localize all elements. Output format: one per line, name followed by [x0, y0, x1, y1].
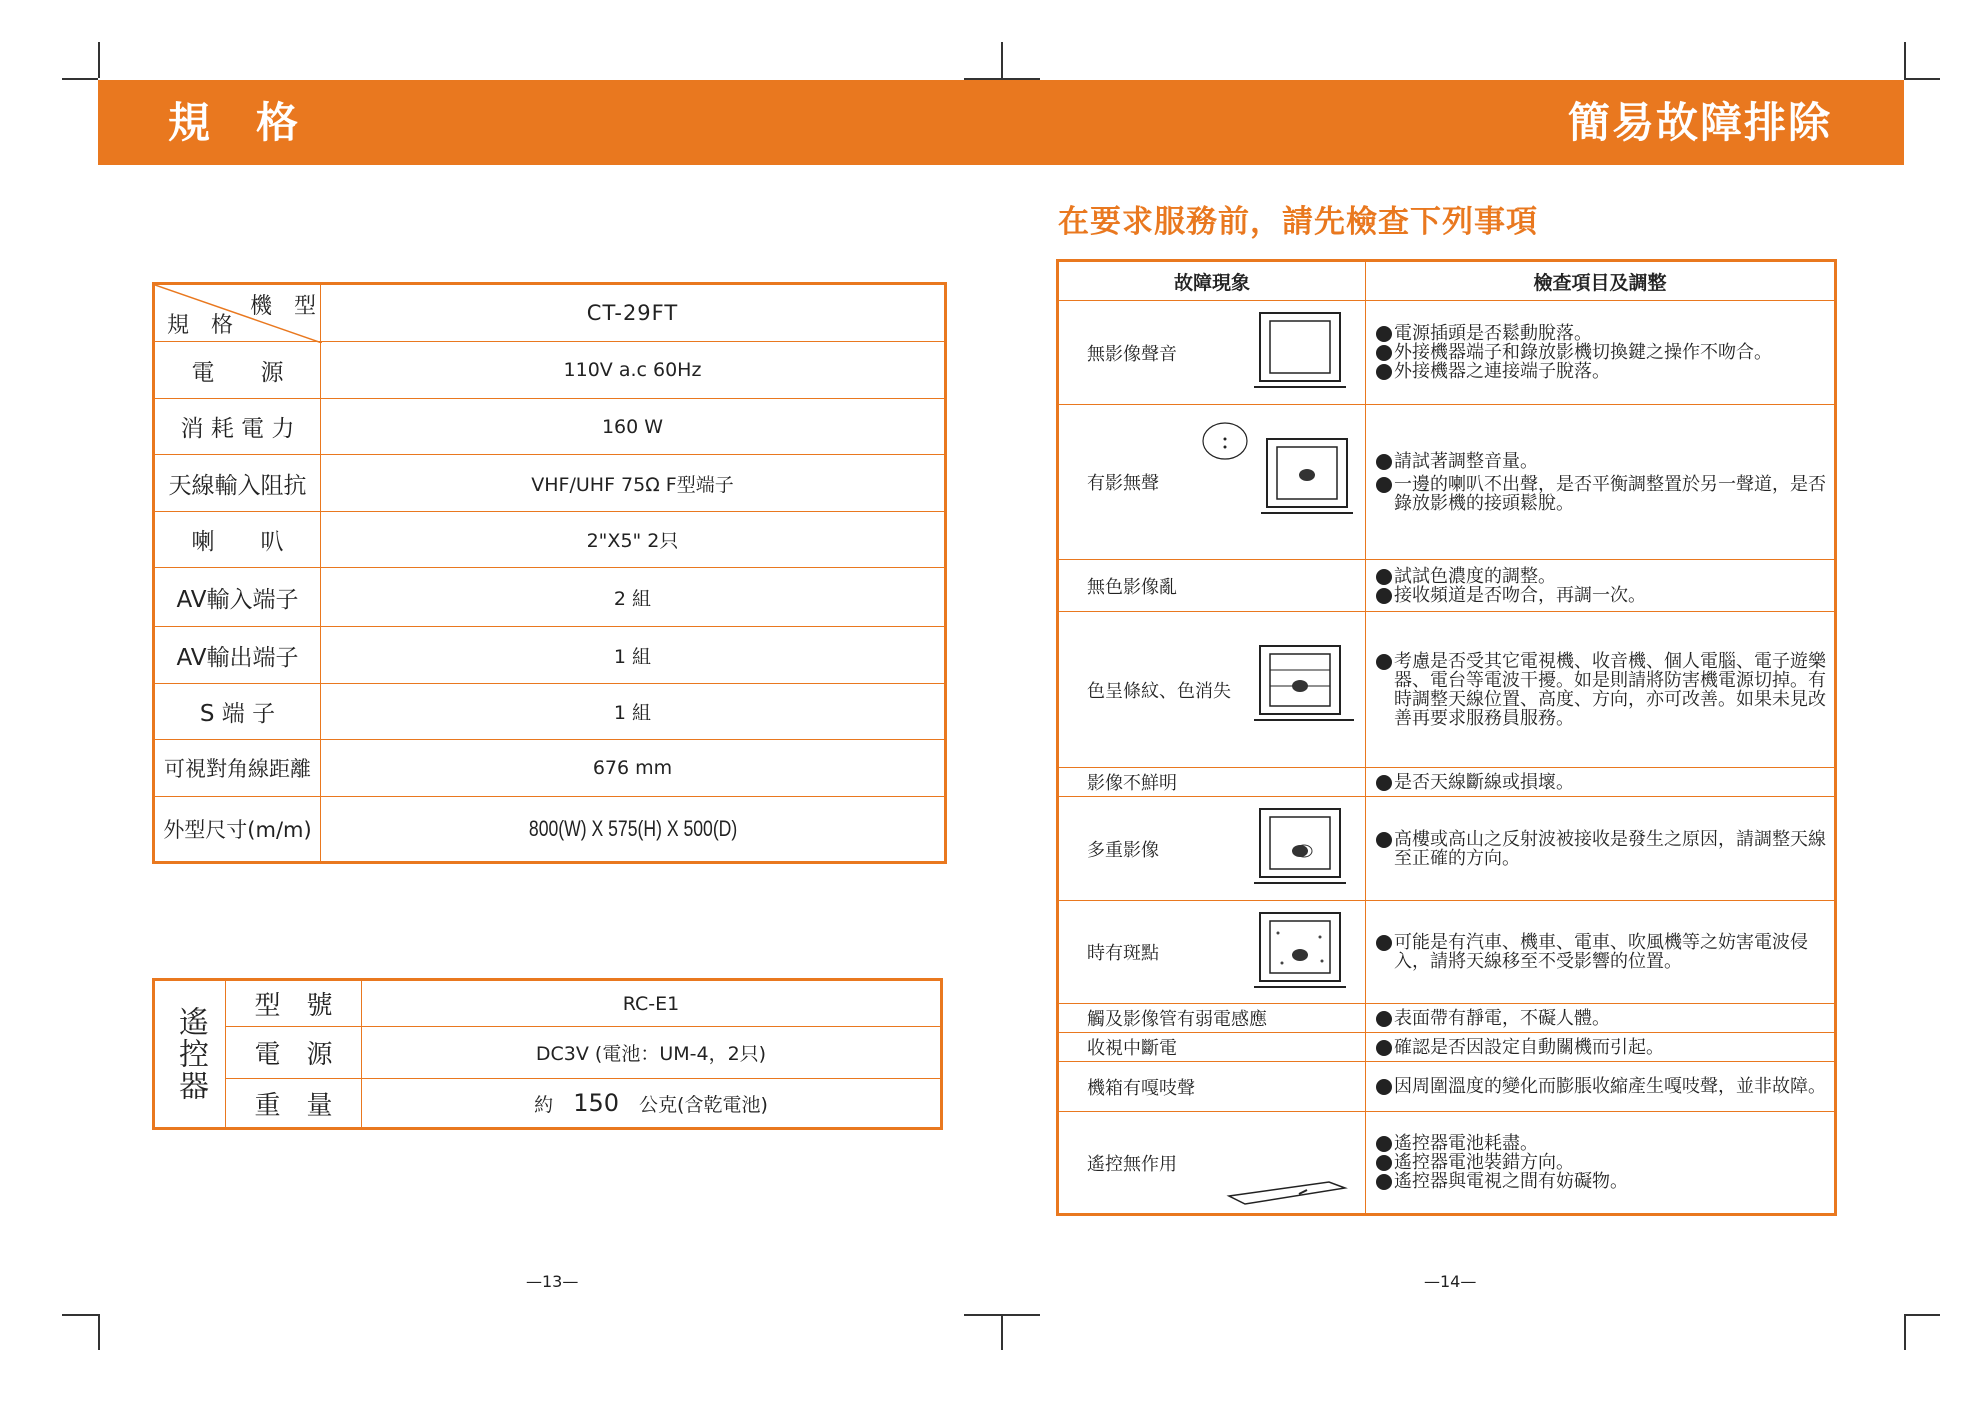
crop-mark [1904, 78, 1940, 80]
crop-mark [98, 42, 100, 78]
check-item: 高樓或高山之反射波被接收是發生之原因，請調整天線至正確的方向。 [1376, 830, 1834, 868]
remote-label: 型 號 [226, 980, 362, 1027]
symptom-label: 收視中斷電 [1087, 1038, 1177, 1059]
check-item: 外接機器端子和錄放影機切換鍵之操作不吻合。 [1376, 343, 1834, 362]
symptom-cell [1058, 1004, 1366, 1033]
symptom-label: 觸及影像管有弱電感應 [1087, 1009, 1267, 1030]
check-item: 電源插頭是否鬆動脫落。 [1376, 324, 1834, 343]
check-cell [1366, 901, 1836, 1004]
tv-blank-icon [1254, 311, 1346, 393]
check-cell [1366, 301, 1836, 405]
spec-corner-top: 機 型 [249, 294, 316, 319]
weight-prefix: 約 [534, 1094, 554, 1116]
check-cell [1366, 1033, 1836, 1062]
spec-value: 160 W [321, 399, 946, 455]
spec-label: 喇 叭 [154, 512, 321, 568]
symptom-label: 有影無聲 [1087, 473, 1159, 494]
symptom-label: 時有斑點 [1087, 943, 1159, 964]
symptom-label: 無影像聲音 [1087, 343, 1177, 365]
crop-mark [98, 1314, 100, 1350]
weight-number: 150 [573, 1089, 619, 1117]
remote-table [152, 978, 943, 1130]
check-item: 一邊的喇叭不出聲，是否平衡調整置於另一聲道，是否錄放影機的接頭鬆脫。 [1376, 475, 1834, 513]
symptom-cell [1058, 768, 1366, 797]
symptom-cell [1058, 405, 1366, 560]
check-item: 試試色濃度的調整。 [1376, 567, 1834, 586]
tv-face-speech-icon [1199, 417, 1359, 527]
spec-value: VHF/UHF 75Ω F型端子 [321, 455, 946, 512]
symptom-cell [1058, 1112, 1366, 1215]
tv-spots-icon [1254, 911, 1346, 993]
remote-label: 電 源 [226, 1027, 362, 1079]
col-check-header: 檢查項目及調整 [1366, 261, 1836, 301]
symptom-label: 多重影像 [1087, 839, 1159, 861]
spec-label: AV輸入端子 [154, 568, 321, 627]
symptom-label: 色呈條紋、色消失 [1087, 680, 1231, 702]
crop-mark [1001, 42, 1003, 78]
crop-mark [1904, 1314, 1906, 1350]
remote-group-label: 遙控器 [154, 980, 226, 1129]
page-number-right: —14— [1424, 1272, 1477, 1291]
right-page-title: 簡易故障排除 [1567, 98, 1832, 147]
remote-value: RC-E1 [362, 980, 942, 1027]
symptom-label: 機箱有嘎吱聲 [1087, 1077, 1195, 1099]
section-subtitle: 在要求服務前，請先檢查下列事項 [1058, 204, 1538, 240]
remote-sleeping-icon [1219, 1120, 1349, 1210]
check-item: 接收頻道是否吻合，再調一次。 [1376, 586, 1834, 605]
col-symptom-header: 故障現象 [1058, 261, 1366, 301]
spec-corner-bottom: 規 格 [167, 313, 234, 338]
spec-label: S 端 子 [154, 684, 321, 740]
check-item: 表面帶有靜電，不礙人體。 [1376, 1009, 1834, 1028]
spec-value: 1 組 [321, 684, 946, 740]
symptom-cell [1058, 1033, 1366, 1062]
spec-value: 676 mm [321, 740, 946, 797]
symptom-cell [1058, 560, 1366, 612]
spec-value: 1 組 [321, 627, 946, 684]
symptom-label: 遙控無作用 [1087, 1153, 1177, 1175]
spec-value: 110V a.c 60Hz [321, 342, 946, 399]
spec-label: 天線輸入阻抗 [154, 455, 321, 512]
crop-mark [1904, 42, 1906, 78]
weight-suffix: 公克(含乾電池) [639, 1094, 768, 1116]
symptom-cell [1058, 901, 1366, 1004]
crop-mark [62, 78, 98, 80]
tv-striped-icon [1254, 644, 1354, 734]
check-item: 可能是有汽車、機車、電車、吹風機等之妨害電波侵入，請將天線移至不受影響的位置。 [1376, 933, 1834, 971]
spec-value: 800(W) X 575(H) X 500(D) [383, 797, 883, 863]
check-cell [1366, 1062, 1836, 1112]
check-item: 外接機器之連接端子脫落。 [1376, 362, 1834, 381]
check-cell [1366, 560, 1836, 612]
check-item: 請試著調整音量。 [1376, 452, 1834, 471]
page-number-left: —13— [526, 1272, 579, 1291]
tv-ghost-icon [1254, 807, 1346, 889]
remote-value: DC3V (電池：UM-4，2只) [362, 1027, 942, 1079]
remote-weight-value [362, 1079, 942, 1129]
crop-mark [1904, 1314, 1940, 1316]
spec-model: CT-29FT [321, 284, 946, 342]
symptom-cell [1058, 797, 1366, 901]
check-cell [1366, 797, 1836, 901]
check-cell [1366, 612, 1836, 768]
check-item: 是否天線斷線或損壞。 [1376, 773, 1834, 792]
symptom-cell [1058, 612, 1366, 768]
crop-mark [1001, 1314, 1003, 1350]
check-item: 遙控器與電視之間有妨礙物。 [1376, 1172, 1834, 1191]
check-cell [1366, 1112, 1836, 1215]
spec-label: 外型尺寸(m/m) [154, 797, 321, 863]
check-item: 遙控器電池耗盡。 [1376, 1134, 1834, 1153]
spec-corner-cell [154, 284, 321, 342]
check-item: 考慮是否受其它電視機、收音機、個人電腦、電子遊樂器、電台等電波干擾。如是則請將防害機電源切掉。有時調整天線位置、高度、方向，亦可改善。如果未見改善再要求服務員服務。 [1376, 652, 1834, 728]
remote-weight-label: 重 量 [226, 1079, 362, 1129]
symptom-cell [1058, 1062, 1366, 1112]
check-item: 遙控器電池裝錯方向。 [1376, 1153, 1834, 1172]
spec-value: 2 組 [321, 568, 946, 627]
spec-label: 消 耗 電 力 [154, 399, 321, 455]
troubleshooting-table [1056, 259, 1837, 1216]
check-cell [1366, 405, 1836, 560]
check-cell [1366, 1004, 1836, 1033]
spec-label: 可視對角線距離 [154, 740, 321, 797]
check-item: 確認是否因設定自動關機而引起。 [1376, 1038, 1834, 1057]
spec-table [152, 282, 947, 864]
spec-value: 2"X5" 2只 [321, 512, 946, 568]
check-item: 因周圍溫度的變化而膨脹收縮產生嘎吱聲，並非故障。 [1376, 1077, 1834, 1096]
crop-mark [62, 1314, 98, 1316]
spec-label: AV輸出端子 [154, 627, 321, 684]
left-page-title: 規 格 [168, 98, 301, 147]
symptom-cell [1058, 301, 1366, 405]
symptom-label: 影像不鮮明 [1087, 773, 1177, 794]
spec-label: 電 源 [154, 342, 321, 399]
symptom-label: 無色影像亂 [1087, 576, 1177, 598]
check-cell [1366, 768, 1836, 797]
